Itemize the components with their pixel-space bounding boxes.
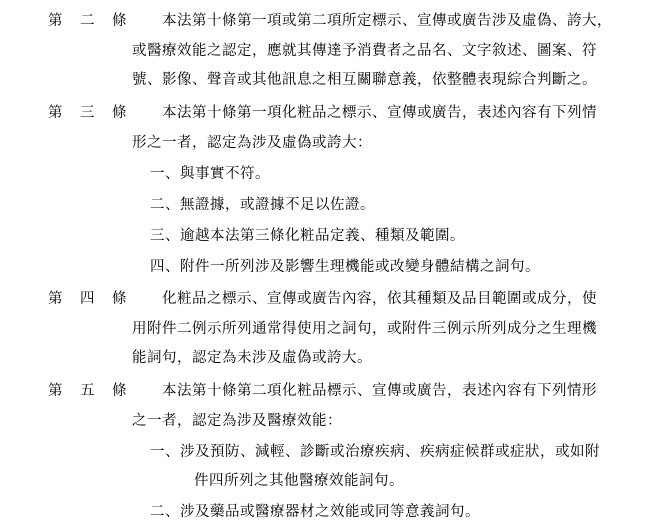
article-4-label-char-2: 四 bbox=[80, 291, 95, 307]
article-3-label-char-1: 第 bbox=[48, 105, 63, 121]
article-5-label-char-2: 五 bbox=[80, 383, 95, 399]
article-4-line-1: 化粧品之標示、宣傳或廣告內容，依其種類及品目範圍或成分，使 bbox=[162, 291, 597, 307]
article-5-label-char-3: 條 bbox=[112, 383, 127, 399]
article-2-line-2: 或醫療效能之認定，應就其傳達予消費者之品名、文字敘述、圖案、符 bbox=[132, 43, 597, 59]
article-5-item-1: 一、涉及預防、減輕、診斷或治療疾病、疾病症候群或症狀，或如附 bbox=[150, 444, 600, 460]
article-3-line-2: 形之一者，認定為涉及虛偽或誇大： bbox=[132, 135, 372, 151]
article-4-line-3: 能詞句，認定為未涉及虛偽或誇大。 bbox=[132, 350, 372, 366]
article-2-label-char-1: 第 bbox=[48, 13, 63, 29]
article-3-label-char-3: 條 bbox=[112, 105, 127, 121]
article-5-line-1: 本法第十條第二項化粧品標示、宣傳或廣告，表述內容有下列情形 bbox=[162, 383, 597, 399]
article-2-label-char-2: 二 bbox=[80, 13, 95, 29]
article-2-line-3: 號、影像、聲音或其他訊息之相互關聯意義，依整體表現綜合判斷之。 bbox=[132, 72, 597, 88]
article-2-line-1: 本法第十條第一項或第二項所定標示、宣傳或廣告涉及虛偽、誇大， bbox=[162, 13, 612, 29]
article-5-item-1-continued: 件四所列之其他醫療效能詞句。 bbox=[194, 473, 404, 489]
article-3-item-4: 四、附件一所列涉及影響生理機能或改變身體結構之詞句。 bbox=[150, 259, 540, 275]
article-5-line-2: 之一者，認定為涉及醫療效能： bbox=[132, 413, 342, 429]
article-4-label-char-3: 條 bbox=[112, 291, 127, 307]
article-3-item-2: 二、無證據，或證據不足以佐證。 bbox=[150, 197, 375, 213]
article-5-item-2: 二、涉及藥品或醫療器材之效能或同等意義詞句。 bbox=[150, 504, 480, 520]
article-3-item-3: 三、逾越本法第三條化粧品定義、種類及範圍。 bbox=[150, 228, 465, 244]
article-3-line-1: 本法第十條第一項化粧品之標示、宣傳或廣告，表述內容有下列情 bbox=[162, 105, 597, 121]
article-3-label-char-2: 三 bbox=[80, 105, 95, 121]
article-4-label-char-1: 第 bbox=[48, 291, 63, 307]
article-5-label-char-1: 第 bbox=[48, 383, 63, 399]
article-4-line-2: 用附件二例示所列通常得使用之詞句，或附件三例示所列成分之生理機 bbox=[132, 321, 597, 337]
article-2-label-char-3: 條 bbox=[112, 13, 127, 29]
article-3-item-1: 一、與事實不符。 bbox=[150, 166, 270, 182]
